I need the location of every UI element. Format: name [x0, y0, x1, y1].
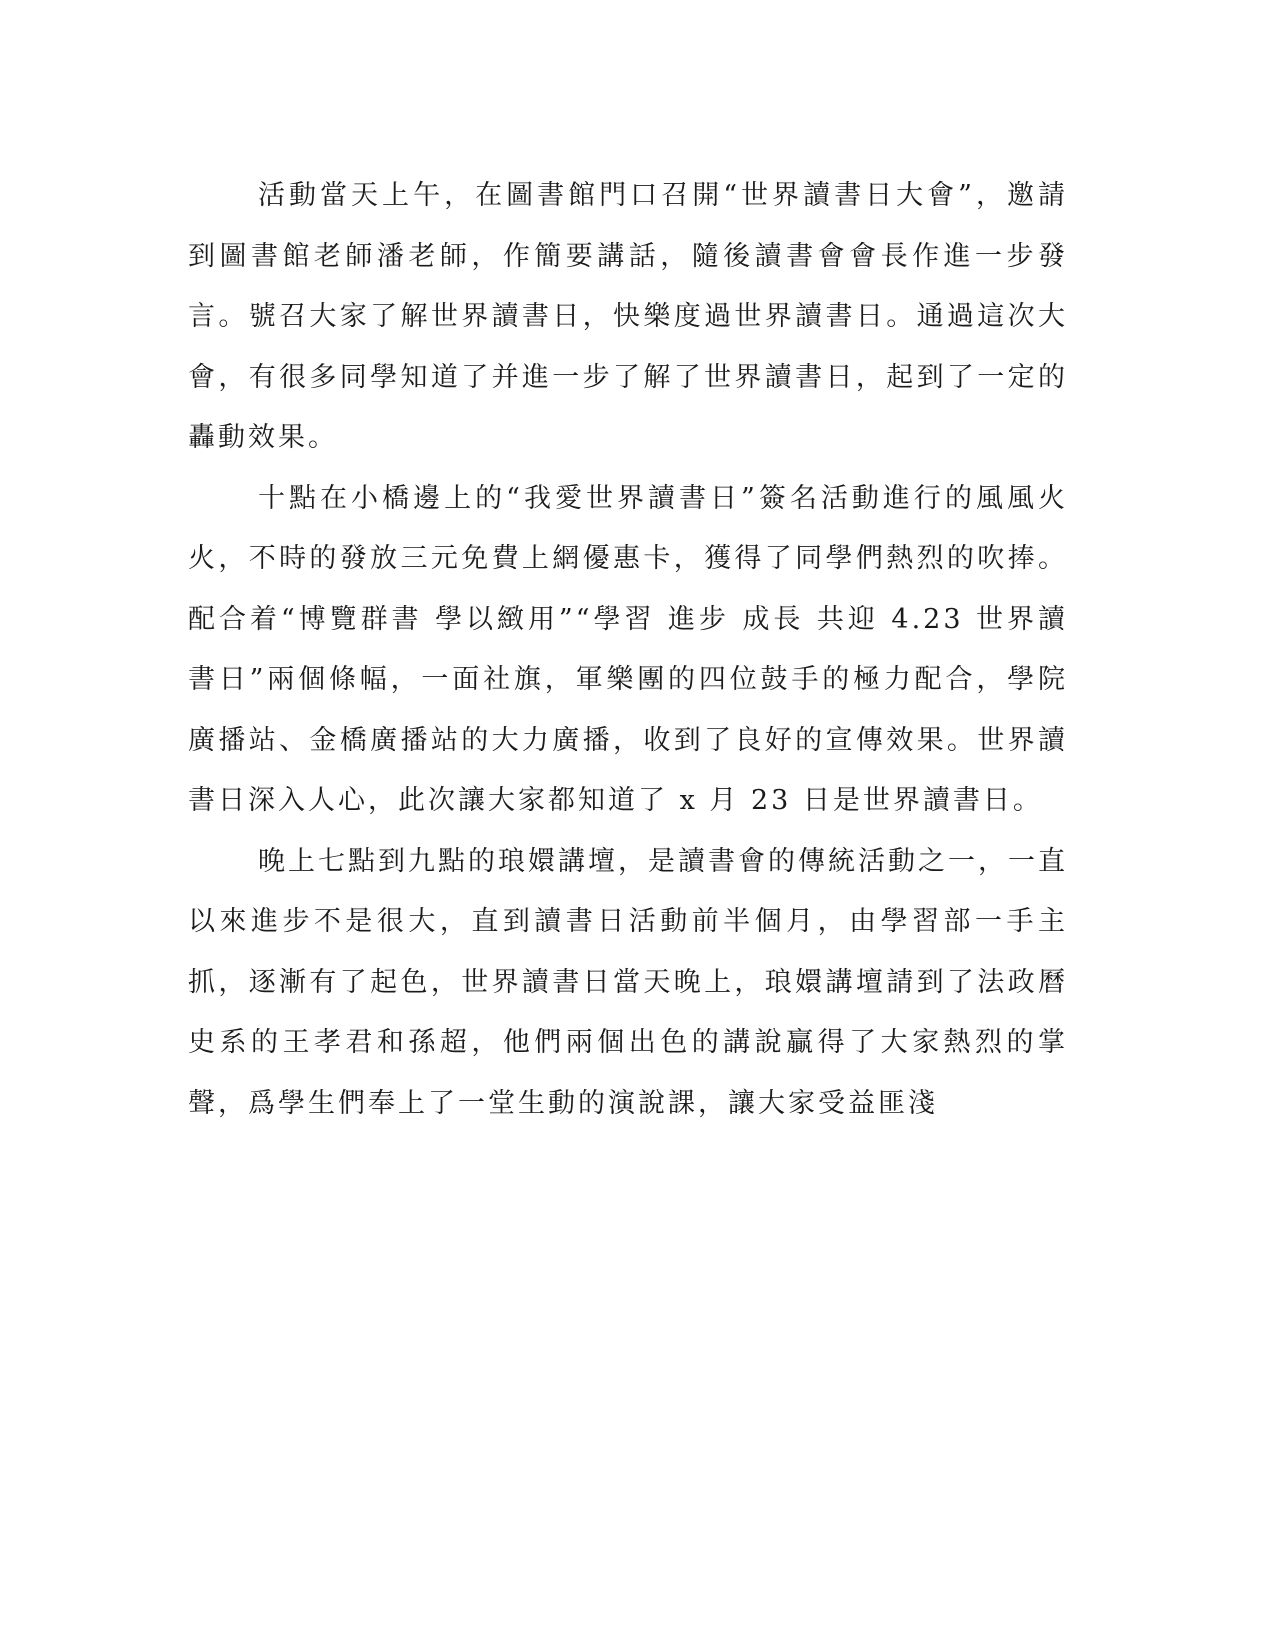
document-body	[188, 166, 1068, 1134]
paragraph-3: 晚上七點到九點的琅嬛講壇，是讀書會的傳統活動之一，一直以來進步不是很大，直到讀書日活動前半個月，由學習部一手主抓，逐漸有了起色，世界讀書日當天晚上，琅嬛講壇請到了法政曆史系的王孝君和孫超，他們兩個出色的講說贏得了大家熱烈的掌聲，爲學生們奉上了一堂生動的演說課，讓大家受益匪淺	[188, 845, 1068, 1119]
paragraph-1: 活動當天上午，在圖書館門口召開“世界讀書日大會”，邀請到圖書館老師潘老師，作簡要講話，隨後讀書會會長作進一步發言。號召大家了解世界讀書日，快樂度過世界讀書日。通過這次大會，有很多同學知道了并進一步了解了世界讀書日，起到了一定的轟動效果。	[188, 180, 1068, 453]
paragraph-2: 十點在小橋邊上的“我愛世界讀書日”簽名活動進行的風風火火，不時的發放三元免費上網優惠卡，獲得了同學們熱烈的吹捧。配合着“博覽群書 學以緻用”“學習 進步 成長 共迎 4.23 世界讀書日”兩個條幅，一面社旗，軍樂團的四位鼓手的極力配合，學院廣播站、金橋廣播站的大力廣播，收到了良好的宣傳效果。世界讀書日深入人心，此次讓大家都知道了 x 月 23 日是世界讀書日。	[188, 482, 1068, 816]
